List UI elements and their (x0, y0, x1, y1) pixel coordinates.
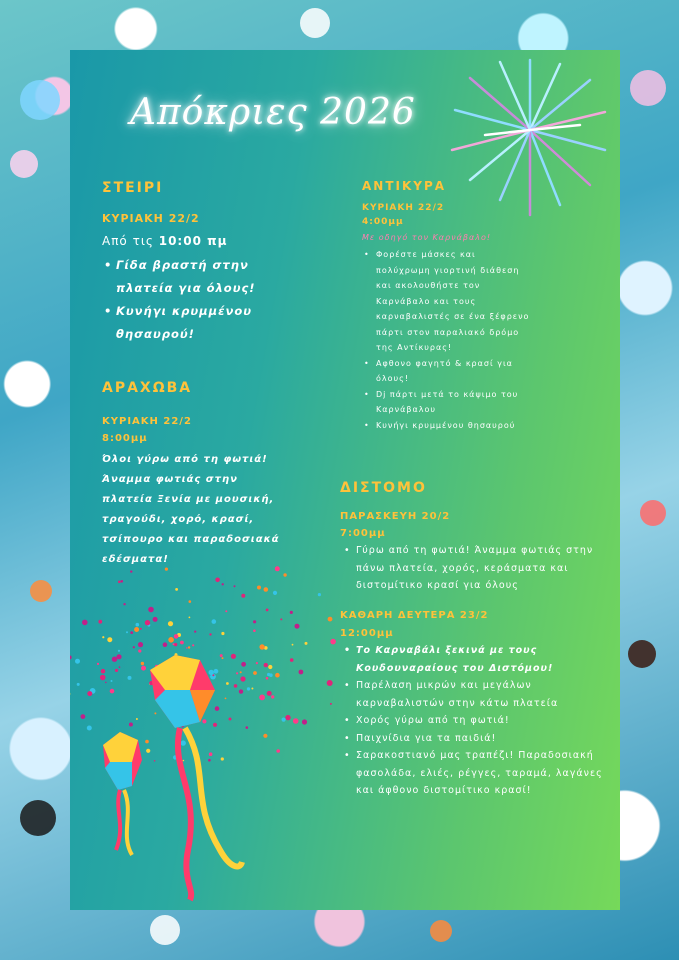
confetti-dot (126, 631, 128, 633)
steiri-time: Από τις 10:00 πμ (102, 234, 228, 248)
confetti-dot (121, 580, 124, 583)
list-item: • Παρέλαση μικρών και μεγάλων καρναβαλιστών στην κάτω πλατεία (342, 677, 604, 712)
confetti-dot (98, 620, 102, 624)
confetti-dot (154, 712, 156, 714)
confetti-dot (145, 620, 150, 625)
confetti-dot (282, 718, 286, 722)
confetti-dot (116, 654, 121, 659)
confetti-dot (186, 647, 188, 649)
confetti-dot (97, 663, 99, 665)
confetti-dot (175, 588, 178, 591)
confetti-dot (209, 752, 213, 756)
confetti-dot (225, 698, 227, 700)
confetti-dot (292, 644, 294, 646)
confetti-dot (130, 631, 133, 634)
antikyra-list (362, 247, 532, 433)
confetti-dot (154, 760, 156, 762)
confetti-dot (133, 646, 135, 648)
distomo-list-2 (342, 642, 604, 800)
confetti-dot (264, 663, 268, 667)
confetti-dot (327, 680, 333, 686)
bokeh-dot (20, 80, 60, 120)
steiri-heading: ΣΤΕΙΡΙ (102, 180, 164, 196)
confetti-dot (275, 673, 280, 678)
confetti-dot (118, 581, 121, 584)
confetti-dot (299, 670, 304, 675)
confetti-dot (290, 611, 293, 614)
confetti-dot (209, 633, 211, 635)
confetti-dot (225, 610, 227, 612)
confetti-dot (266, 677, 269, 680)
list-item: • Παιχνίδια για τα παιδιά! (342, 730, 604, 748)
confetti-dot (107, 637, 112, 642)
confetti-dot (302, 719, 307, 724)
confetti-dot (153, 617, 158, 622)
confetti-dot (174, 634, 179, 639)
confetti-dot (141, 666, 146, 671)
confetti-dot (212, 619, 217, 624)
confetti-dot (293, 718, 299, 724)
confetti-dot (239, 689, 243, 693)
antikyra-time: 4:00μμ (362, 217, 404, 227)
distomo-time-2: 12:00μμ (340, 628, 394, 639)
confetti-dot (123, 603, 125, 605)
bokeh-dot (628, 640, 656, 668)
poster-title: Απόκριες 2026 (130, 92, 416, 133)
confetti-dot (192, 644, 194, 646)
confetti-dot (141, 662, 144, 665)
list-item: • Κυνήγι κρυμμένου θησαυρού (362, 418, 532, 434)
confetti-dot (115, 669, 118, 672)
confetti-dot (112, 657, 117, 662)
confetti-dot (189, 617, 191, 619)
arachova-heading: ΑΡΑΧΩΒΑ (102, 380, 193, 396)
confetti-dot (110, 689, 115, 694)
confetti-dot (257, 586, 261, 590)
confetti-dot (70, 655, 72, 659)
confetti-dot (87, 726, 92, 731)
confetti-dot (140, 628, 142, 630)
confetti-dot (130, 570, 132, 572)
confetti-dot (256, 662, 258, 664)
confetti-dot (165, 568, 168, 571)
confetti-dot (208, 759, 211, 762)
bokeh-dot (10, 150, 38, 178)
bokeh-dot (150, 915, 180, 945)
confetti-dot (330, 639, 336, 645)
confetti-dot (271, 695, 274, 698)
antikyra-guide: Με οδηγό τον Καρνάβαλο! (362, 233, 492, 242)
confetti-dot (221, 632, 224, 635)
confetti-dot (253, 629, 256, 632)
confetti-dot (136, 623, 140, 627)
confetti-dot (221, 757, 224, 760)
bokeh-dot (430, 920, 452, 942)
confetti-dot (241, 594, 245, 598)
confetti-dot (267, 673, 270, 676)
distomo-date-1: ΠΑΡΑΣΚΕΥΗ 20/2 (340, 511, 451, 522)
confetti-dot (168, 637, 174, 643)
kites-confetti-illustration (70, 550, 340, 910)
list-item: • Χορός γύρω από τη φωτιά! (342, 712, 604, 730)
confetti-dot (318, 593, 321, 596)
confetti-dot (81, 714, 86, 719)
steiri-list (102, 254, 277, 346)
confetti-dot (283, 573, 286, 576)
confetti-dot (267, 691, 272, 696)
confetti-dot (119, 666, 121, 668)
confetti-dot (136, 718, 138, 720)
list-item: • Κυνήγι κρυμμένου θησαυρού! (102, 300, 277, 346)
confetti-dot (128, 676, 132, 680)
confetti-dot (220, 654, 223, 657)
confetti-dot (77, 683, 80, 686)
bokeh-dot (630, 70, 666, 106)
confetti-dot (234, 684, 238, 688)
list-item: • Dj πάρτι μετά το κάψιμο του Καρνάβαλου (362, 387, 532, 418)
confetti-dot (264, 587, 269, 592)
kite-icon (103, 732, 142, 855)
confetti-dot (101, 669, 106, 674)
antikyra-heading: ΑΝΤΙΚΥΡΑ (362, 179, 447, 193)
confetti-dot (214, 669, 219, 674)
confetti-dot (273, 591, 277, 595)
confetti-dot (247, 687, 250, 690)
confetti-dot (181, 740, 186, 745)
confetti-dot (266, 609, 269, 612)
confetti-dot (328, 617, 333, 622)
distomo-list-1 (342, 542, 604, 595)
arachova-date: ΚΥΡΙΑΚΗ 22/2 (102, 416, 192, 427)
list-item: • Γύρω από τη φωτιά! Άναμμα φωτιάς στην πάνω πλατεία, χορός, κεράσματα και διστομίτικο κρασί για όλους (342, 542, 604, 595)
confetti-dot (180, 641, 184, 645)
confetti-dot (100, 675, 106, 681)
antikyra-date: ΚΥΡΙΑΚΗ 22/2 (362, 203, 445, 213)
list-item: • Σαρακοστιανό μας τραπέζι! Παραδοσιακή φασολάδα, ελιές, ρέγγες, ταραμά, λαγάνες και άφθονο διστομίτικο κρασί! (342, 747, 604, 800)
confetti-dot (222, 657, 224, 659)
confetti-dot (259, 644, 264, 649)
confetti-dot (229, 718, 232, 721)
steiri-date: ΚΥΡΙΑΚΗ 22/2 (102, 212, 200, 225)
confetti-dot (194, 631, 196, 633)
confetti-dot (102, 636, 104, 638)
arachova-time: 8:00μμ (102, 433, 148, 444)
bokeh-dot (20, 800, 56, 836)
confetti-dot (276, 749, 280, 753)
confetti-dot (295, 624, 300, 629)
confetti-dot (290, 658, 294, 662)
confetti-dot (168, 621, 173, 626)
confetti-dot (189, 600, 192, 603)
confetti-dot (222, 583, 224, 585)
confetti-dot (146, 749, 150, 753)
confetti-dot (285, 715, 290, 720)
confetti-dot (253, 671, 257, 675)
confetti-dot (253, 620, 256, 623)
confetti-dot (209, 670, 214, 675)
confetti-dot (173, 643, 175, 645)
confetti-dot (275, 566, 280, 571)
confetti-dot (215, 578, 220, 583)
list-item: • Το Καρναβάλι ξεκινά με τους Κουδουναραίους του Διστόμου! (342, 642, 604, 677)
confetti-dot (111, 680, 113, 682)
arachova-text: Όλοι γύρω από τη φωτιά! Άναμμα φωτιάς στην πλατεία Ξενία με μουσική, τραγούδι, χορό, κρασί, τσίπουρο και παραδοσιακά εδέσματα! (102, 454, 280, 565)
distomo-heading: ΔΙΣΤΟΜΟ (340, 480, 427, 496)
confetti-dot (75, 659, 80, 664)
confetti-dot (251, 688, 253, 690)
confetti-dot (138, 649, 141, 652)
confetti-dot (183, 760, 185, 762)
confetti-dot (231, 654, 236, 659)
confetti-dot (241, 662, 246, 667)
bokeh-dot (640, 500, 666, 526)
confetti-dot (305, 642, 308, 645)
confetti-dot (234, 585, 236, 587)
confetti-dot (134, 627, 139, 632)
bokeh-dot (300, 8, 330, 38)
list-item: • Αφθονο φαγητό & κρασί για όλους! (362, 356, 532, 387)
distomo-time-1: 7:00μμ (340, 528, 386, 539)
distomo-date-2: ΚΑΘΑΡΗ ΔΕΥΤΕΡΑ 23/2 (340, 610, 489, 621)
kite-icon (150, 655, 242, 900)
list-item: • Φορέστε μάσκες και πολύχρωμη γιορτινή διάθεση και ακολουθήστε τον Καρνάβαλο και τους καρναβαλιστές σε ένα ξέφρενο πάρτι στον παραλιακό δρόμο της Αντίκυρας! (362, 247, 532, 356)
confetti-dot (105, 682, 107, 684)
confetti-dot (148, 607, 154, 613)
confetti-dot (215, 706, 220, 711)
confetti-dot (188, 646, 190, 648)
confetti-dot (163, 642, 168, 647)
list-item: • Γίδα βραστή στην πλατεία για όλους! (102, 254, 277, 300)
confetti-dot (226, 682, 229, 685)
poster (70, 50, 620, 910)
confetti-dot (138, 642, 143, 647)
confetti-dot (118, 650, 120, 652)
confetti-dot (246, 726, 249, 729)
confetti-dot (236, 672, 238, 674)
confetti-dot (263, 734, 267, 738)
confetti-dot (330, 703, 332, 705)
confetti-dot (213, 723, 217, 727)
confetti-dot (280, 618, 282, 620)
confetti-dot (268, 665, 272, 669)
confetti-dot (129, 723, 133, 727)
confetti-dot (202, 719, 206, 723)
confetti-dot (240, 676, 245, 681)
confetti-dot (87, 691, 92, 696)
confetti-dot (145, 740, 149, 744)
confetti-dot (82, 620, 88, 626)
confetti-dot (240, 671, 242, 673)
confetti-dot (259, 695, 265, 701)
bokeh-dot (30, 580, 52, 602)
